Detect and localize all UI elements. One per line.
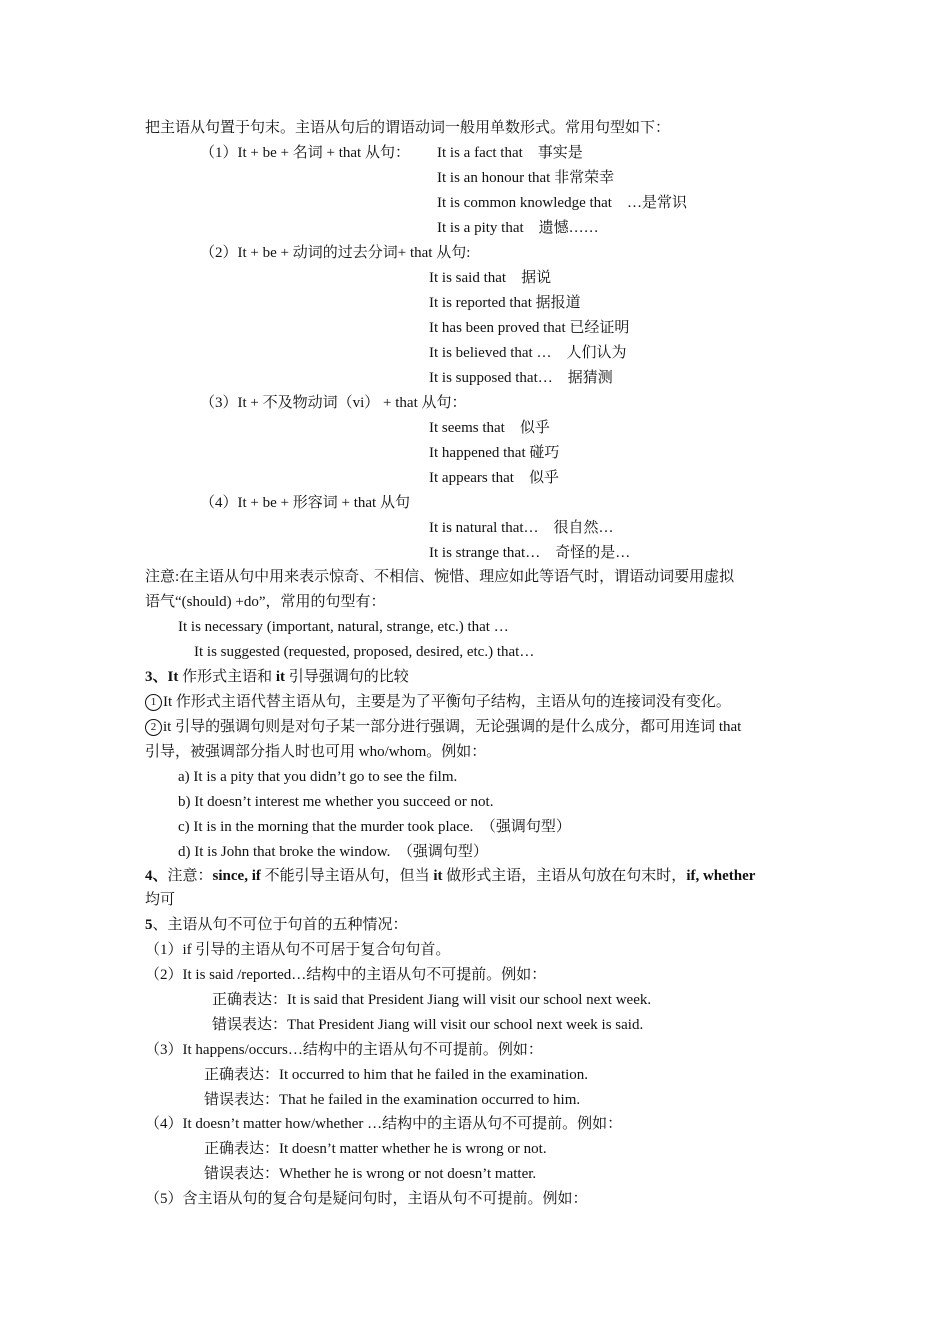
case-2: （2）It is said /reported…结构中的主语从句不可提前。例如：: [145, 967, 547, 983]
note-line-2: 语气“(should) +do”，常用的句型有：: [145, 594, 386, 610]
case-3: （3）It happens/occurs…结构中的主语从句不可提前。例如：: [145, 1042, 543, 1058]
pattern-1-example: It is common knowledge that …是常识: [437, 195, 687, 211]
example-sentence: a) It is a pity that you didn’t go to see the film.: [178, 769, 458, 785]
note-line-1: 注意:在主语从句中用来表示惊奇、不相信、惋惜、理应如此等语气时，谓语动词要用虚拟: [145, 569, 735, 585]
section-3-heading: [145, 667, 409, 687]
pattern-3-example: It appears that 似乎: [429, 470, 559, 486]
case-5: （5）含主语从句的复合句是疑问句时，主语从句不可提前。例如：: [145, 1191, 588, 1207]
pattern-2-example: It is reported that 据报道: [429, 295, 581, 311]
pattern-1-example: It is an honour that 非常荣幸: [437, 170, 615, 186]
section-number: 4、: [145, 868, 168, 884]
pattern-3-example: It seems that 似乎: [429, 420, 550, 436]
pattern-2-heading: （2）It + be + 动词的过去分词+ that 从句:: [200, 245, 471, 261]
pattern-2-example: It is supposed that… 据猜测: [429, 370, 613, 386]
pattern-1-example: It is a fact that 事实是: [437, 145, 583, 161]
pattern-1-example: It is a pity that 遗憾……: [437, 220, 599, 236]
section-5-heading: [145, 915, 408, 935]
pattern-2-example: It has been proved that 已经证明: [429, 320, 630, 336]
comparison-point-1: [145, 692, 731, 712]
note-example-2: It is suggested (requested, proposed, desired, etc.) that…: [194, 644, 535, 660]
pattern-1-heading: （1）It + be + 名词 + that 从句：: [200, 145, 410, 161]
note-keyword: if, whether: [686, 868, 756, 884]
note-example-1: It is necessary (important, natural, strange, etc.) that …: [178, 619, 509, 635]
correct-example: 正确表达：It is said that President Jiang will visit our school next week.: [212, 992, 652, 1008]
wrong-example: 错误表达：Whether he is wrong or not doesn’t matter.: [204, 1166, 537, 1182]
section-number: 3、: [145, 669, 168, 685]
example-sentence: d) It is John that broke the window. （强调句型）: [178, 844, 488, 860]
pattern-4-example: It is strange that… 奇怪的是…: [429, 545, 631, 561]
comparison-point-2-continued: 引导，被强调部分指人时也可用 who/whom。例如：: [145, 744, 487, 760]
pattern-2-example: It is believed that … 人们认为: [429, 345, 627, 361]
intro-text: 把主语从句置于句末。主语从句后的谓语动词一般用单数形式。常用句型如下：: [145, 120, 671, 136]
case-1: （1）if 引导的主语从句不可居于复合句句首。: [145, 942, 451, 958]
pattern-3-heading: （3）It + 不及物动词（vi） + that 从句：: [200, 395, 467, 411]
comparison-point-2: [145, 717, 741, 737]
example-sentence: b) It doesn’t interest me whether you succeed or not.: [178, 794, 494, 810]
comparison-text: It 作形式主语代替主语从句，主要是为了平衡句子结构，主语从句的连接词没有变化。: [163, 694, 731, 710]
wrong-example: 错误表达：That he failed in the examination occurred to him.: [204, 1092, 581, 1108]
correct-example: 正确表达：It doesn’t matter whether he is wrong or not.: [204, 1141, 547, 1157]
example-sentence: c) It is in the morning that the murder took place. （强调句型）: [178, 819, 571, 835]
note-text: 注意：: [167, 868, 213, 884]
circled-number-2: 2: [145, 719, 162, 736]
note-keyword: since, if: [212, 868, 261, 884]
note-text: 做形式主语，主语从句放在句末时，: [442, 868, 687, 884]
section-number: 5: [145, 917, 153, 933]
section-4-note: [145, 866, 755, 886]
note-text: 不能引导主语从句，但当: [260, 868, 434, 884]
section-4-note-continued: 均可: [145, 892, 176, 908]
pattern-4-example: It is natural that… 很自然…: [429, 520, 614, 536]
correct-example: 正确表达：It occurred to him that he failed in the examination.: [204, 1067, 589, 1083]
pattern-4-heading: （4）It + be + 形容词 + that 从句: [200, 495, 410, 511]
heading-keyword: It: [167, 669, 179, 685]
heading-text: 作形式主语和: [178, 669, 276, 685]
circled-number-1: 1: [145, 694, 162, 711]
heading-keyword: it: [275, 669, 286, 685]
pattern-3-example: It happened that 碰巧: [429, 445, 560, 461]
wrong-example: 错误表达：That President Jiang will visit our school next week is said.: [212, 1017, 644, 1033]
pattern-2-example: It is said that 据说: [429, 270, 552, 286]
heading-text: 引导强调句的比较: [285, 669, 409, 685]
heading-text: 、主语从句不可位于句首的五种情况：: [152, 917, 408, 933]
note-keyword: it: [433, 868, 443, 884]
case-4: （4）It doesn’t matter how/whether …结构中的主语从句不可提前。例如：: [145, 1116, 623, 1132]
comparison-text: it 引导的强调句则是对句子某一部分进行强调，无论强调的是什么成分，都可用连词 that: [163, 719, 742, 735]
